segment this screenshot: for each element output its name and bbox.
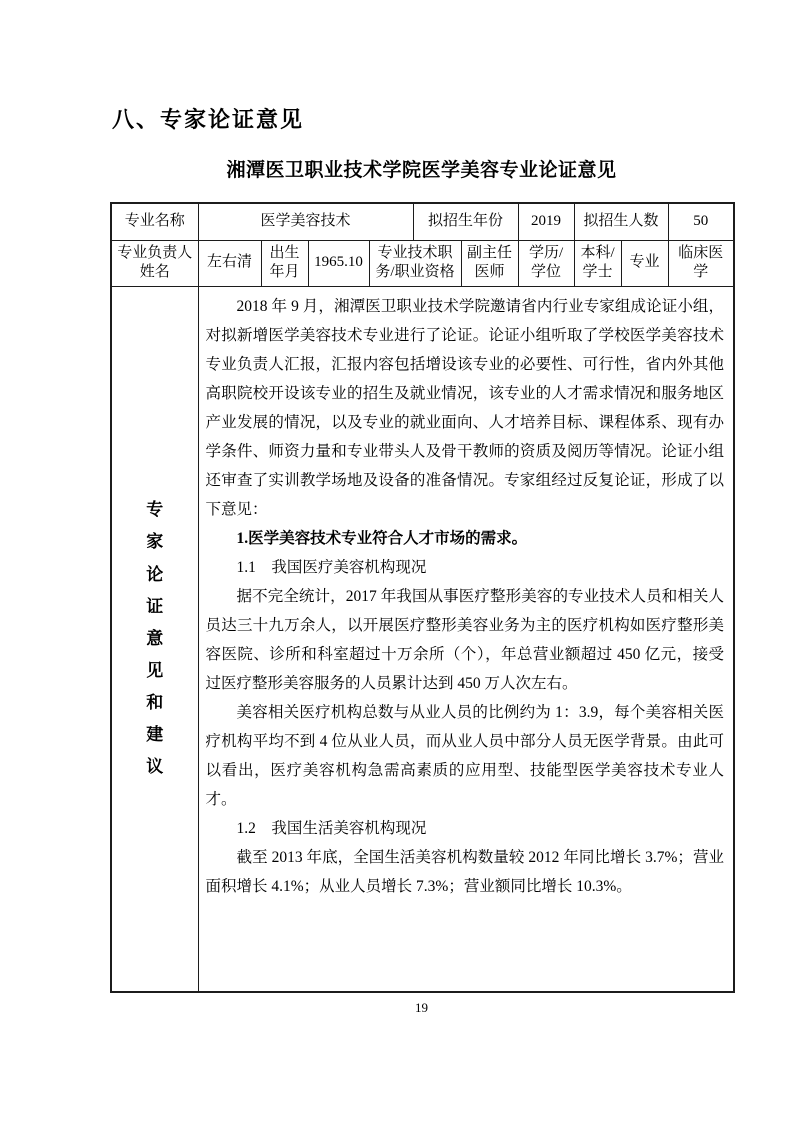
expert-opinion-vertical-label <box>112 289 198 989</box>
vertical-label-char: 建 <box>146 724 164 744</box>
education-degree-value: 本科/学士 <box>574 240 621 286</box>
vertical-label-char: 专 <box>146 500 164 520</box>
table-row-major-info <box>111 203 734 240</box>
enrollment-year-value: 2019 <box>518 203 574 240</box>
enrollment-year-label: 拟招生年份 <box>413 203 518 240</box>
vertical-label-char: 意 <box>146 628 164 648</box>
opinion-paragraph: 1.1 我国医疗美容机构现况 <box>236 558 427 576</box>
vertical-label-char: 和 <box>146 692 164 712</box>
opinion-paragraph: 据不完全统计，2017 年我国从事医疗整形美容的专业技术人员和相关人员达三十九万余人，以开展医疗整形美容业务为主的医疗机构如医疗整形美容医院、诊所和科室超过十万余所（个），年总营业额超过 450 亿元，接受过医疗整形美容服务的人员累计达到 450 万人次左右。 <box>205 587 725 692</box>
vertical-label-char: 议 <box>146 757 164 777</box>
vertical-label-char: 证 <box>146 596 164 616</box>
opinion-paragraph: 截至 2013 年底，全国生活美容机构数量较 2012 年同比增长 3.7%；营业面积增长 4.1%；从业人员增长 7.3%；营业额同比增长 10.3%。 <box>205 848 725 895</box>
opinion-paragraph: 美容相关医疗机构总数与从业人员的比例约为 1：3.9，每个美容相关医疗机构平均不到 4 位从业人员，而从业人员中部分人员无医学背景。由此可以看出，医疗美容机构急需高素质的应用型、技能型医学美容技术专业人才。 <box>205 703 725 808</box>
birth-date-value: 1965.10 <box>308 240 369 286</box>
table-row-expert-opinion <box>111 286 734 992</box>
leader-name-value: 左右清 <box>198 240 261 286</box>
opinion-paragraph: 2018 年 9 月，湘潭医卫职业技术学院邀请省内行业专家组成论证小组，对拟新增医学美容技术专业进行了论证。论证小组听取了学校医学美容技术专业负责人汇报，汇报内容包括增设该专业的必要性、可行性，省内外其他高职院校开设该专业的招生及就业情况，该专业的人才需求情况和服务地区产业发展的情况，以及专业的就业面向、人才培养目标、课程体系、现有办学条件、师资力量和专业带头人及骨干教师的资质及阅历等情况。论证小组还审查了实训教学场地及设备的准备情况。专家组经过反复论证，形成了以下意见： <box>205 297 725 518</box>
birth-date-label: 出生年月 <box>261 240 308 286</box>
opinion-paragraph: 1.2 我国生活美容机构现况 <box>236 819 427 837</box>
expert-opinion-paragraphs <box>206 292 725 901</box>
table-row-leader-info <box>111 240 734 286</box>
enrollment-count-label: 拟招生人数 <box>574 203 668 240</box>
section-heading: 八、专家论证意见 <box>112 107 305 132</box>
specialty-label: 专业 <box>621 240 668 286</box>
specialty-value: 临床医学 <box>668 240 734 286</box>
major-approval-table <box>110 202 735 993</box>
page-number: 19 <box>415 1000 428 1015</box>
leader-name-label: 专业负责人姓名 <box>111 240 198 286</box>
major-name-value: 医学美容技术 <box>198 203 413 240</box>
education-degree-label: 学历/学位 <box>518 240 574 286</box>
opinion-paragraph: 1.医学美容技术专业符合人才市场的需求。 <box>236 529 528 547</box>
professional-title-value: 副主任医师 <box>461 240 518 286</box>
major-name-label: 专业名称 <box>111 203 198 240</box>
professional-title-label: 专业技术职务/职业资格 <box>369 240 461 286</box>
vertical-label-char: 见 <box>146 660 164 680</box>
enrollment-count-value: 50 <box>668 203 734 240</box>
expert-opinion-label-cell <box>111 286 198 992</box>
document-title: 湘潭医卫职业技术学院医学美容专业论证意见 <box>226 160 617 181</box>
vertical-label-char: 家 <box>146 532 164 552</box>
vertical-label-char: 论 <box>146 564 164 584</box>
expert-opinion-content-cell <box>198 286 734 992</box>
